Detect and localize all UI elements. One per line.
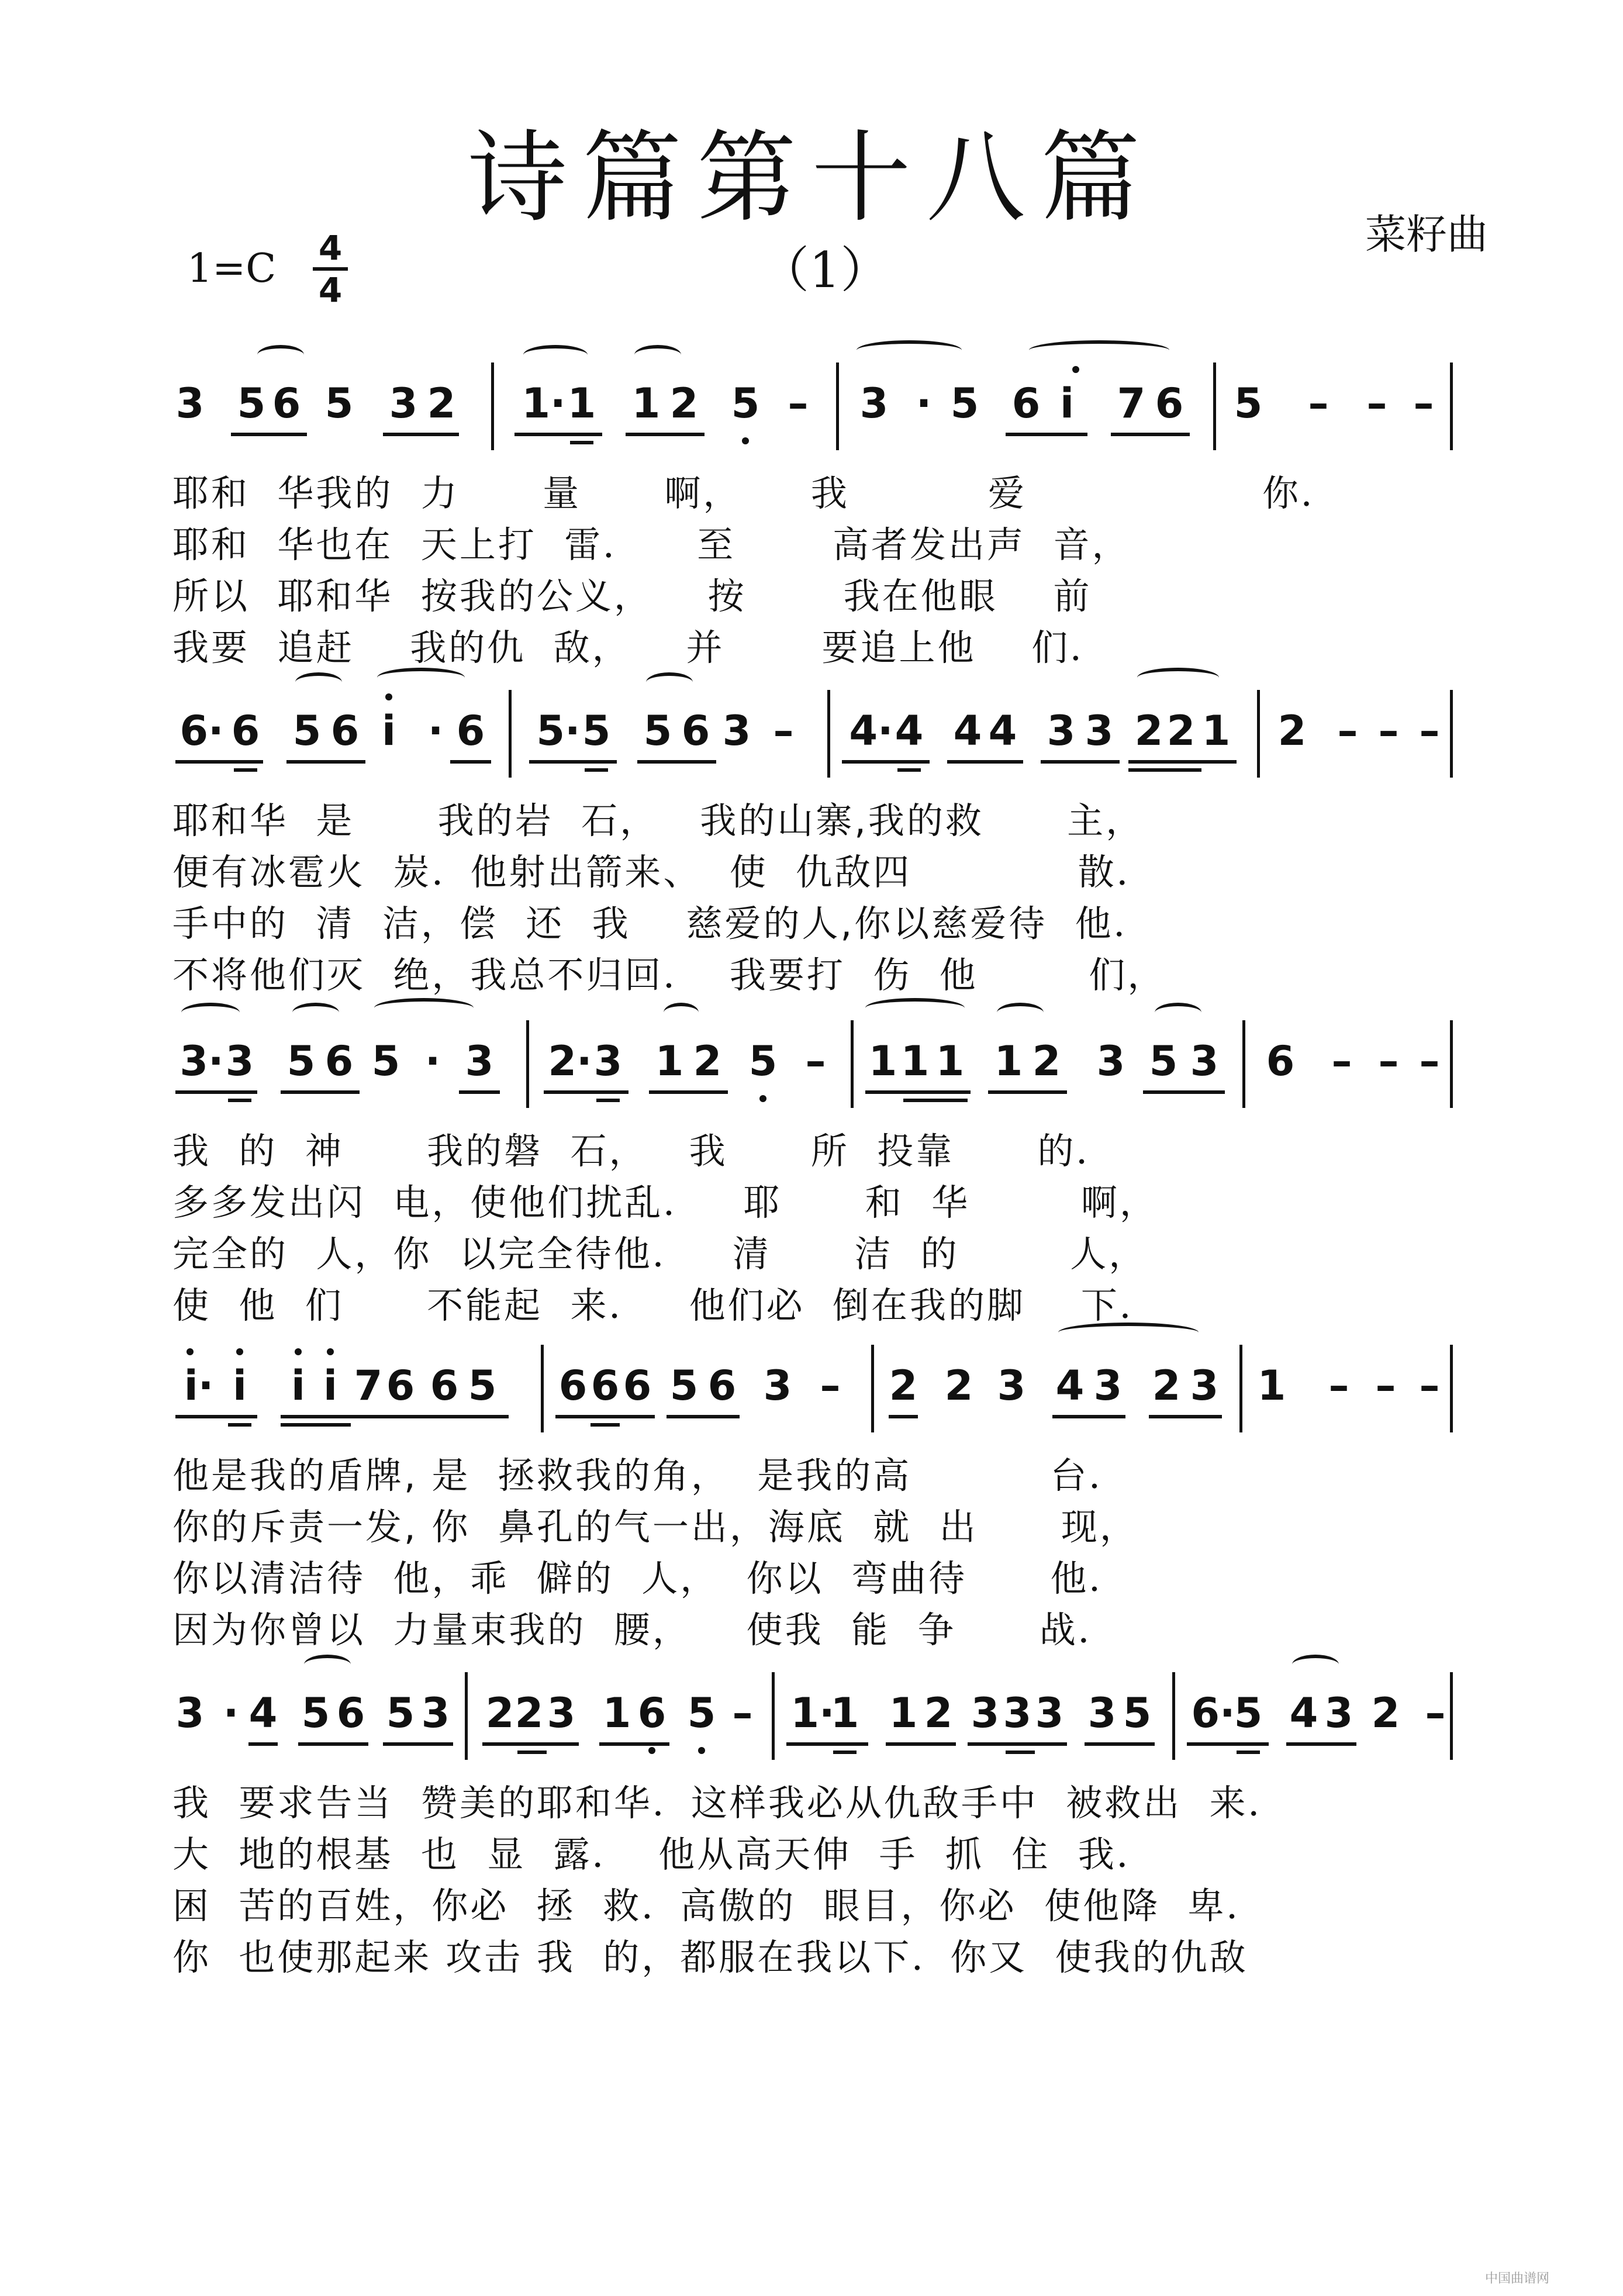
note: 1 xyxy=(868,1037,897,1085)
note: 3 xyxy=(465,1037,494,1085)
note: 4 xyxy=(1289,1689,1318,1737)
note: 3 xyxy=(1035,1689,1064,1737)
slur xyxy=(664,1003,699,1023)
underline-beam xyxy=(1111,433,1190,436)
bar-line xyxy=(1450,1672,1453,1760)
note: 2 xyxy=(1134,707,1163,755)
lyric-verse-3: 完全的 人，你 以完全待他． 清 洁 的 人， xyxy=(172,1232,1148,1275)
system-2 xyxy=(0,672,1623,1000)
note: 2 xyxy=(944,1362,973,1410)
note: 3 xyxy=(1087,1689,1117,1737)
note: 3 xyxy=(971,1689,1000,1737)
notation-line xyxy=(0,1327,1623,1444)
underline-beam xyxy=(886,1742,956,1746)
note: – xyxy=(1331,1037,1352,1085)
underline-beam xyxy=(947,760,1023,764)
note: 5 xyxy=(731,379,760,427)
note: 6 xyxy=(623,1362,652,1410)
lyric-verse-1: 我 要求告当 赞美的耶和华．这样我必从仇敌手中 被救出 来． xyxy=(172,1781,1287,1824)
slur xyxy=(1155,1003,1201,1023)
slur xyxy=(523,345,588,365)
note: 2 xyxy=(514,1689,544,1737)
note: 1 xyxy=(935,1037,965,1085)
note: 6 xyxy=(386,1362,415,1410)
underline-beam xyxy=(1128,768,1201,772)
underline-beam xyxy=(298,1742,368,1746)
underline-beam xyxy=(231,433,307,436)
lyric-verse-4: 因为你曾以 力量束我的 腰， 使我 能 争 战． xyxy=(172,1608,1117,1651)
underline-beam xyxy=(1187,1742,1269,1746)
note: 5 xyxy=(1234,379,1263,427)
note: 3 xyxy=(175,1689,205,1737)
underline-beam xyxy=(596,1099,620,1102)
bar-line xyxy=(1450,1345,1453,1432)
note: 3 xyxy=(1047,707,1076,755)
underline-beam xyxy=(889,1415,918,1418)
note: 3 xyxy=(421,1689,450,1737)
note: 2· xyxy=(548,1037,592,1085)
bar-line xyxy=(851,1020,854,1108)
underline-beam xyxy=(383,433,459,436)
note: 5 xyxy=(386,1689,415,1737)
note: 1 xyxy=(900,1037,930,1085)
slur xyxy=(374,998,474,1018)
note: 6 xyxy=(456,707,485,755)
note: 3 xyxy=(1003,1689,1032,1737)
note: – xyxy=(1366,379,1387,427)
underline-beam xyxy=(1006,1751,1035,1754)
underline-beam xyxy=(667,1415,740,1418)
high-octave-dot xyxy=(187,1348,194,1355)
note: – xyxy=(732,1689,753,1737)
note: – xyxy=(788,379,809,427)
note: 7 xyxy=(1117,379,1146,427)
notation-line xyxy=(0,1003,1623,1120)
note: 4 xyxy=(988,707,1017,755)
notation-line xyxy=(0,345,1623,462)
high-octave-dot xyxy=(295,1348,302,1355)
time-signature xyxy=(313,228,348,310)
lyric-verse-1: 耶和 华我的 力 量 啊， 我 爱 你． xyxy=(172,472,1339,515)
bar-line xyxy=(1242,1020,1245,1108)
note: 5 xyxy=(371,1037,400,1085)
note: 5 xyxy=(1149,1037,1178,1085)
note: i xyxy=(323,1362,337,1410)
underline-beam xyxy=(626,433,705,436)
note: 2 xyxy=(1032,1037,1061,1085)
underline-beam xyxy=(383,1742,453,1746)
note: 6· xyxy=(1191,1689,1235,1737)
underline-beam xyxy=(1149,1415,1222,1418)
note: – xyxy=(1419,1037,1440,1085)
lyrics-block xyxy=(172,468,1459,674)
note: 5 xyxy=(582,707,611,755)
lyric-verse-4: 你 也使那起来 攻击 我 的，都服在我以下．你又 使我的仇敌 xyxy=(172,1936,1248,1979)
underline-beam xyxy=(1041,760,1120,764)
note: 5 xyxy=(1123,1689,1152,1737)
note: – xyxy=(773,707,794,755)
note: 3 xyxy=(1190,1362,1219,1410)
note: 6 xyxy=(591,1362,620,1410)
underline-beam xyxy=(529,760,617,764)
underline-beam xyxy=(968,1742,1067,1746)
underline-beam xyxy=(1085,1742,1155,1746)
time-signature-bottom: 4 xyxy=(318,270,343,310)
bar-line xyxy=(1172,1672,1175,1760)
underline-beam xyxy=(281,1423,351,1427)
lyrics-block xyxy=(172,795,1459,1001)
underline-beam xyxy=(248,1742,278,1746)
note: 1 xyxy=(602,1689,631,1737)
note: 1· xyxy=(790,1689,835,1737)
lyric-verse-4: 使 他 们 不能起 来． 他们必 倒在我的脚 下． xyxy=(172,1284,1158,1327)
time-signature-top: 4 xyxy=(313,231,348,271)
note: 5 xyxy=(687,1689,716,1737)
note: 2 xyxy=(1152,1362,1181,1410)
bar-line xyxy=(827,690,830,778)
underline-beam xyxy=(1128,760,1237,764)
bar-line xyxy=(1450,362,1453,450)
note: 5 xyxy=(1234,1689,1263,1737)
underline-beam xyxy=(1143,1090,1225,1094)
note: · xyxy=(223,1689,239,1737)
composer: 菜籽曲 xyxy=(1365,210,1488,258)
system-4 xyxy=(0,1327,1623,1655)
underline-beam xyxy=(228,1423,251,1427)
slur xyxy=(646,672,693,692)
note: 4 xyxy=(895,707,924,755)
note: 5 xyxy=(669,1362,699,1410)
slur xyxy=(1058,1323,1199,1342)
note: 6 xyxy=(324,1037,354,1085)
note: 3 xyxy=(859,379,889,427)
bar-line xyxy=(1257,690,1260,778)
note: 3 xyxy=(763,1362,792,1410)
note: 2 xyxy=(485,1689,514,1737)
note: 4 xyxy=(248,1689,278,1737)
note: 1· xyxy=(522,379,566,427)
note: 3· xyxy=(179,1037,224,1085)
note: 5 xyxy=(950,379,979,427)
note: 3 xyxy=(997,1362,1026,1410)
note: i xyxy=(1060,379,1074,427)
lyrics-block xyxy=(172,1450,1459,1656)
underline-beam xyxy=(865,1090,971,1094)
note: 5 xyxy=(468,1362,497,1410)
lyric-verse-1: 他是我的盾牌, 是 拯救我的角， 是我的高 台． xyxy=(172,1454,1128,1497)
underline-beam xyxy=(175,1090,257,1094)
note: 1 xyxy=(1257,1362,1286,1410)
note: 6 xyxy=(1011,379,1041,427)
slur xyxy=(865,998,965,1018)
note: 2 xyxy=(1166,707,1196,755)
note: 5 xyxy=(301,1689,330,1737)
lyric-verse-3: 困 苦的百姓，你必 拯 救．高傲的 眼目，你必 使他降 卑． xyxy=(172,1884,1265,1927)
note: 6 xyxy=(330,707,360,755)
bar-line xyxy=(491,362,494,450)
lyric-verse-3: 你以清洁待 他，乖 僻的 人， 你以 弯曲待 他． xyxy=(172,1557,1128,1600)
slur xyxy=(292,1003,339,1023)
bar-line xyxy=(509,690,512,778)
note: – xyxy=(1378,1037,1399,1085)
note: · xyxy=(916,379,932,427)
note: 5 xyxy=(286,1037,316,1085)
note: 2 xyxy=(427,379,456,427)
slur xyxy=(997,1003,1044,1023)
page-title: 诗篇第十八篇 xyxy=(467,120,1155,236)
underline-beam xyxy=(988,1090,1067,1094)
note: – xyxy=(1328,1362,1349,1410)
lyric-verse-3: 手中的 清 洁，偿 还 我 慈爱的人,你以慈爱待 他． xyxy=(172,902,1152,945)
note: 6 xyxy=(231,707,260,755)
lyric-verse-2: 耶和 华也在 天上打 雷． 至 高者发出声 音， xyxy=(172,523,1131,566)
note: · xyxy=(424,1037,441,1085)
underline-beam xyxy=(1286,1742,1356,1746)
note: · xyxy=(427,707,444,755)
note: 1 xyxy=(655,1037,684,1085)
note: 3 xyxy=(593,1037,623,1085)
low-octave-dot xyxy=(759,1095,766,1102)
bar-line xyxy=(1213,362,1216,450)
lyric-verse-1: 我 的 神 我的磐 石， 我 所 投靠 的． xyxy=(172,1130,1115,1172)
lyrics-block xyxy=(172,1777,1459,1983)
note: 6 xyxy=(681,707,710,755)
note: 6 xyxy=(707,1362,737,1410)
note: 6· xyxy=(179,707,224,755)
bar-line xyxy=(871,1345,874,1432)
note: 6 xyxy=(558,1362,588,1410)
underline-beam xyxy=(649,1090,728,1094)
note: 2 xyxy=(693,1037,722,1085)
subtitle: （1） xyxy=(760,241,890,299)
underline-beam xyxy=(544,1090,629,1094)
note: 4 xyxy=(953,707,982,755)
underline-beam xyxy=(786,1742,868,1746)
underline-beam xyxy=(842,760,930,764)
underline-beam xyxy=(1052,1415,1125,1418)
note: 3 xyxy=(1324,1689,1353,1737)
note: 5· xyxy=(536,707,581,755)
bar-line xyxy=(1450,690,1453,778)
lyric-verse-1: 耶和华 是 我的岩 石， 我的山寨,我的救 主， xyxy=(172,799,1145,842)
slur xyxy=(1137,668,1219,688)
note: – xyxy=(820,1362,841,1410)
underline-beam xyxy=(903,1099,968,1102)
note: 2 xyxy=(889,1362,918,1410)
note: 1 xyxy=(830,1689,859,1737)
bar-line xyxy=(772,1672,775,1760)
slur xyxy=(304,1655,351,1674)
note: 3 xyxy=(225,1037,254,1085)
note: 5 xyxy=(643,707,672,755)
lyric-verse-2: 便有冰雹火 炭．他射出箭来、 使 仇敌四 散． xyxy=(172,851,1155,893)
note: 2 xyxy=(1277,707,1307,755)
slur xyxy=(857,340,962,360)
underline-beam xyxy=(482,1742,579,1746)
note: 6 xyxy=(637,1689,667,1737)
underline-beam xyxy=(1237,1751,1260,1754)
slur xyxy=(295,672,342,692)
note: 5 xyxy=(748,1037,778,1085)
note: – xyxy=(1413,379,1434,427)
high-octave-dot xyxy=(385,693,392,700)
note: – xyxy=(1375,1362,1396,1410)
note: 6 xyxy=(336,1689,365,1737)
note: – xyxy=(1378,707,1399,755)
underline-beam xyxy=(555,1415,655,1418)
note: 1 xyxy=(889,1689,918,1737)
slur xyxy=(1292,1655,1339,1674)
underline-beam xyxy=(234,768,257,772)
underline-beam xyxy=(833,1751,857,1754)
notation-line xyxy=(0,1655,1623,1772)
low-octave-dot xyxy=(698,1747,705,1754)
note: 5 xyxy=(292,707,322,755)
key-signature: 1=C xyxy=(187,246,277,292)
system-3 xyxy=(0,1003,1623,1330)
note: 1 xyxy=(631,379,661,427)
note: 7 xyxy=(354,1362,383,1410)
notation-line xyxy=(0,672,1623,789)
lyric-verse-2: 你的斥责一发, 你 鼻孔的气一出，海底 就 出 现， xyxy=(172,1506,1138,1548)
underline-beam xyxy=(1006,433,1087,436)
bar-line xyxy=(541,1345,544,1432)
underline-beam xyxy=(450,760,491,764)
note: i xyxy=(233,1362,247,1410)
note: 6 xyxy=(1155,379,1184,427)
note: 4· xyxy=(849,707,893,755)
bar-line xyxy=(1450,1020,1453,1108)
underline-beam xyxy=(591,1423,620,1427)
underline-beam xyxy=(599,1742,669,1746)
note: 6 xyxy=(430,1362,459,1410)
note: – xyxy=(1425,1689,1446,1737)
note: 5 xyxy=(324,379,354,427)
underline-beam xyxy=(281,1090,360,1094)
note: 6 xyxy=(272,379,301,427)
slur xyxy=(257,345,304,365)
slur xyxy=(377,668,465,688)
note: 2 xyxy=(1371,1689,1400,1737)
underline-beam xyxy=(286,760,365,764)
underline-beam xyxy=(517,1751,547,1754)
underline-beam xyxy=(281,1415,509,1418)
note: i xyxy=(291,1362,305,1410)
low-octave-dot xyxy=(742,437,749,444)
note: 1 xyxy=(994,1037,1023,1085)
underline-beam xyxy=(175,1415,257,1418)
note: 3 xyxy=(175,379,205,427)
high-octave-dot xyxy=(327,1348,334,1355)
underline-beam xyxy=(637,760,716,764)
slur xyxy=(634,345,681,365)
note: 6 xyxy=(1266,1037,1295,1085)
note: – xyxy=(1337,707,1358,755)
slur xyxy=(181,1003,240,1023)
bar-line xyxy=(465,1672,468,1760)
bar-line xyxy=(836,362,839,450)
low-octave-dot xyxy=(648,1747,655,1754)
note: 3 xyxy=(1096,1037,1125,1085)
underline-beam xyxy=(570,441,593,444)
note: 3 xyxy=(389,379,418,427)
bar-line xyxy=(1239,1345,1242,1432)
high-octave-dot xyxy=(236,1348,243,1355)
slur xyxy=(1029,340,1169,360)
underline-beam xyxy=(897,768,921,772)
note: i· xyxy=(184,1362,214,1410)
note: 3 xyxy=(1093,1362,1123,1410)
lyrics-block xyxy=(172,1125,1459,1331)
lyric-verse-2: 多多发出闪 电，使他们扰乱． 耶 和 华 啊， xyxy=(172,1181,1158,1224)
note: 1 xyxy=(1201,707,1231,755)
lyric-verse-3: 所以 耶和华 按我的公义， 按 我在他眼 前 xyxy=(172,575,1092,617)
note: 2 xyxy=(669,379,699,427)
lyric-verse-2: 大 地的根基 也 显 露． 他从高天伸 手 抓 住 我． xyxy=(172,1833,1155,1876)
lyric-verse-4: 我要 追赶 我的仇 敌， 并 要追上他 们． xyxy=(172,626,1109,669)
note: 4 xyxy=(1055,1362,1085,1410)
note: – xyxy=(1419,1362,1440,1410)
note: i xyxy=(382,707,396,755)
lyric-verse-4: 不将他们灭 绝，我总不归回． 我要打 伤 他 们， xyxy=(172,954,1166,996)
bar-line xyxy=(526,1020,529,1108)
underline-beam xyxy=(514,433,602,436)
watermark: 中国曲谱网 xyxy=(1485,2271,1550,2286)
note: 1 xyxy=(567,379,596,427)
system-5 xyxy=(0,1655,1623,1982)
underline-beam xyxy=(175,760,263,764)
note: – xyxy=(1419,707,1440,755)
high-octave-dot xyxy=(1072,366,1079,373)
note: 5 xyxy=(237,379,266,427)
note: – xyxy=(1308,379,1329,427)
note: – xyxy=(805,1037,826,1085)
note: 3 xyxy=(1190,1037,1219,1085)
note: 3 xyxy=(722,707,751,755)
underline-beam xyxy=(459,1090,500,1094)
note: 3 xyxy=(1085,707,1114,755)
note: 2 xyxy=(924,1689,953,1737)
system-1 xyxy=(0,345,1623,672)
underline-beam xyxy=(228,1099,251,1102)
note: 3 xyxy=(547,1689,576,1737)
underline-beam xyxy=(585,768,608,772)
